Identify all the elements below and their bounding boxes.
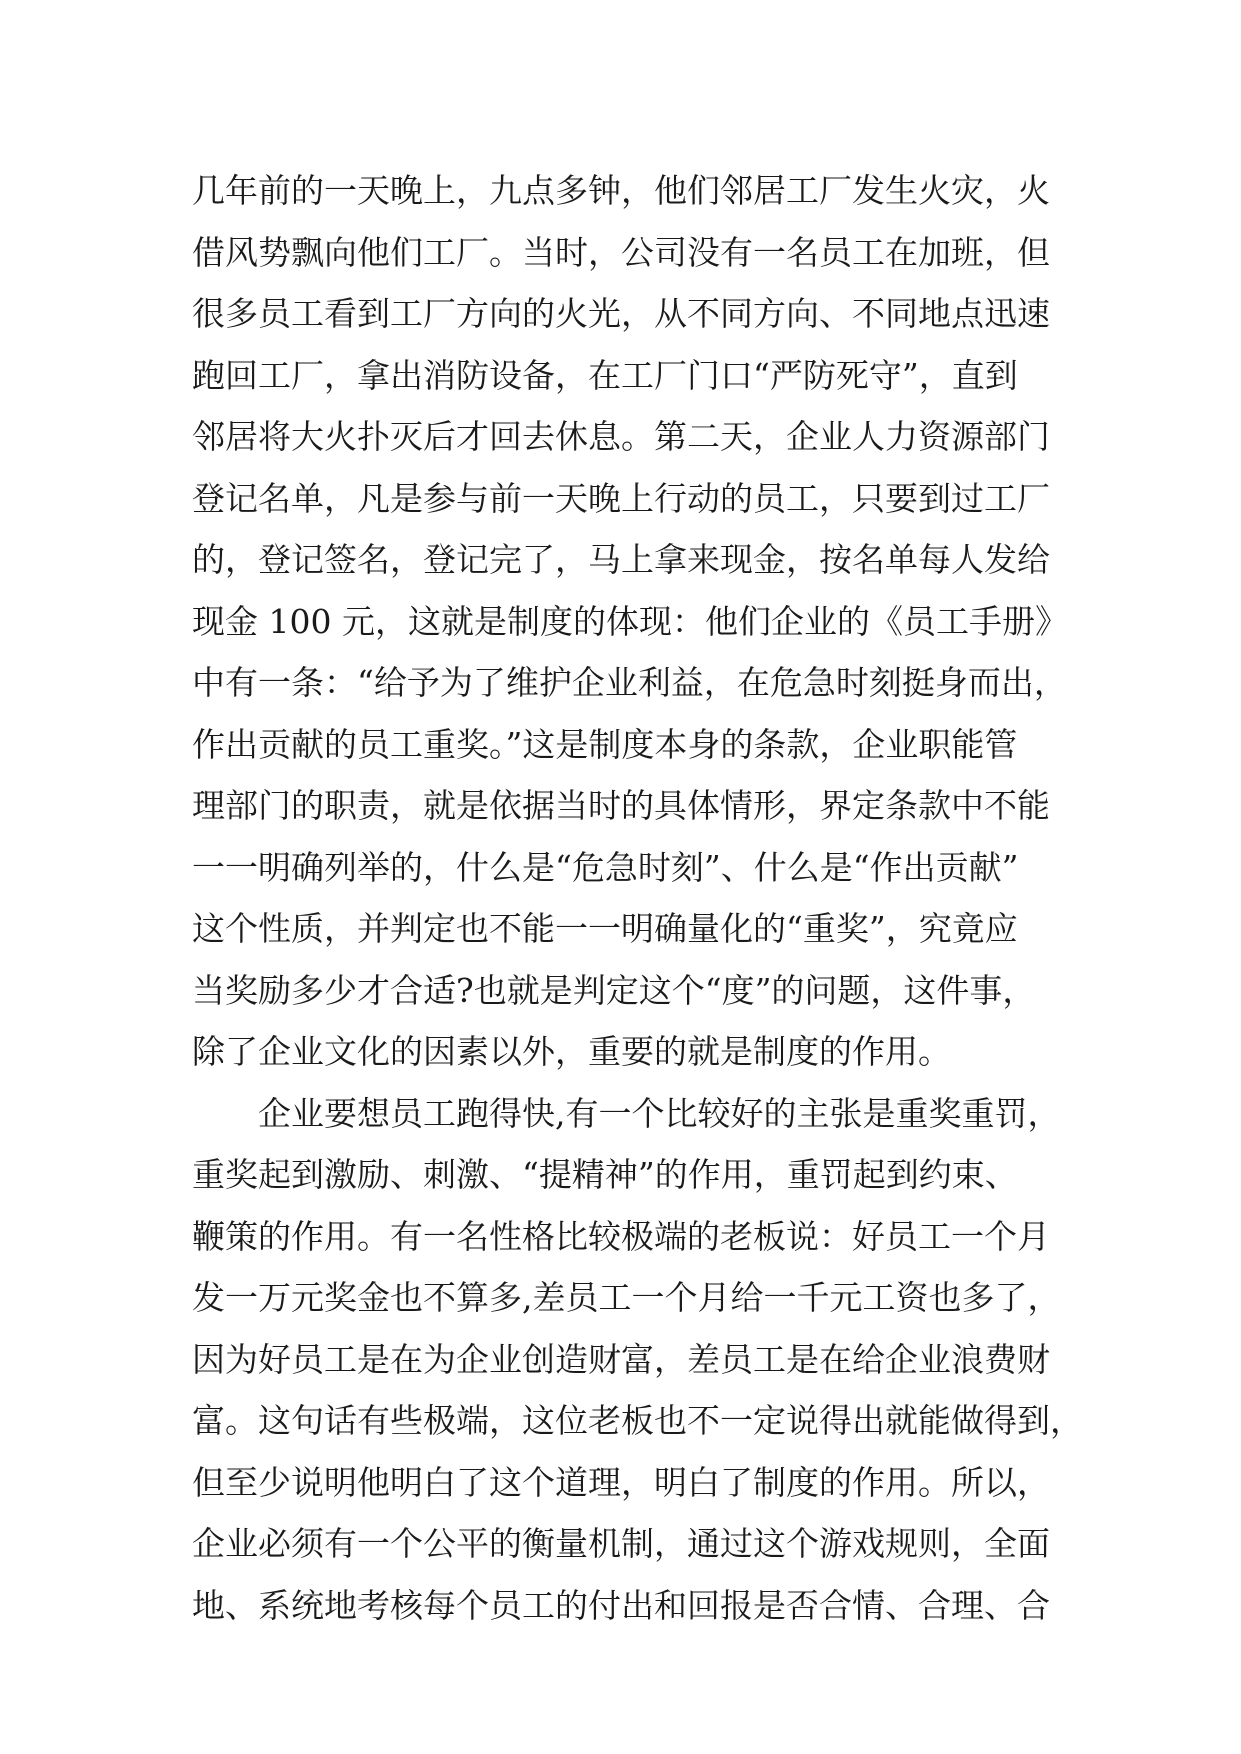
text-line: 富。这句话有些极端，这位老板也不一定说得出就能做得到， bbox=[192, 1401, 1083, 1440]
text-line: 很多员工看到工厂方向的火光，从不同方向、不同地点迅速 bbox=[192, 294, 1050, 333]
text-line: 企业必须有一个公平的衡量机制，通过这个游戏规则，全面 bbox=[192, 1524, 1050, 1563]
text-line: 发一万元奖金也不算多,差员工一个月给一千元工资也多了， bbox=[192, 1278, 1061, 1317]
text-line: 登记名单，凡是参与前一天晚上行动的员工，只要到过工厂 bbox=[192, 478, 1050, 518]
text-line: 鞭策的作用。有一名性格比较极端的老板说：好员工一个月 bbox=[192, 1216, 1050, 1256]
text-line: 借风势飘向他们工厂。当时，公司没有一名员工在加班，但 bbox=[192, 232, 1050, 272]
paragraph-start-line: 企业要想员工跑得快,有一个比较好的主张是重奖重罚， bbox=[192, 1093, 1061, 1133]
text-line: 这个性质，并判定也不能一一明确量化的“重奖”，究竟应 bbox=[192, 909, 1018, 948]
text-line: 理部门的职责，就是依据当时的具体情形，界定条款中不能 bbox=[192, 786, 1050, 825]
text-line: 的，登记签名，登记完了，马上拿来现金，按名单每人发给 bbox=[192, 540, 1050, 579]
text-line: 作出贡献的员工重奖。”这是制度本身的条款，企业职能管 bbox=[192, 724, 1018, 764]
text-line: 现金 100 元，这就是制度的体现：他们企业的《员工手册》 bbox=[192, 601, 1068, 641]
text-line: 但至少说明他明白了这个道理，明白了制度的作用。所以， bbox=[192, 1462, 1050, 1502]
text-line: 跑回工厂，拿出消防设备，在工厂门口“严防死守”，直到 bbox=[192, 355, 1018, 395]
text-line: 当奖励多少才合适?也就是判定这个“度”的问题，这件事， bbox=[192, 970, 1036, 1010]
text-line: 几年前的一天晚上，九点多钟，他们邻居工厂发生火灾，火 bbox=[192, 171, 1050, 210]
text-line: 中有一条：“给予为了维护企业利益，在危急时刻挺身而出， bbox=[192, 663, 1067, 702]
text-line: 重奖起到激励、刺激、“提精神”的作用，重罚起到约束、 bbox=[192, 1155, 1018, 1194]
text-line: 邻居将大火扑灭后才回去休息。第二天，企业人力资源部门 bbox=[192, 417, 1050, 456]
text-line: 地、系统地考核每个员工的付出和回报是否合情、合理、合 bbox=[192, 1585, 1050, 1625]
text-line: 因为好员工是在为企业创造财富，差员工是在给企业浪费财 bbox=[192, 1339, 1050, 1379]
body-text bbox=[192, 160, 1083, 1636]
text-line: 除了企业文化的因素以外，重要的就是制度的作用。 bbox=[192, 1032, 951, 1071]
text-line: 一一明确列举的，什么是“危急时刻”、什么是“作出贡献” bbox=[192, 847, 1019, 887]
